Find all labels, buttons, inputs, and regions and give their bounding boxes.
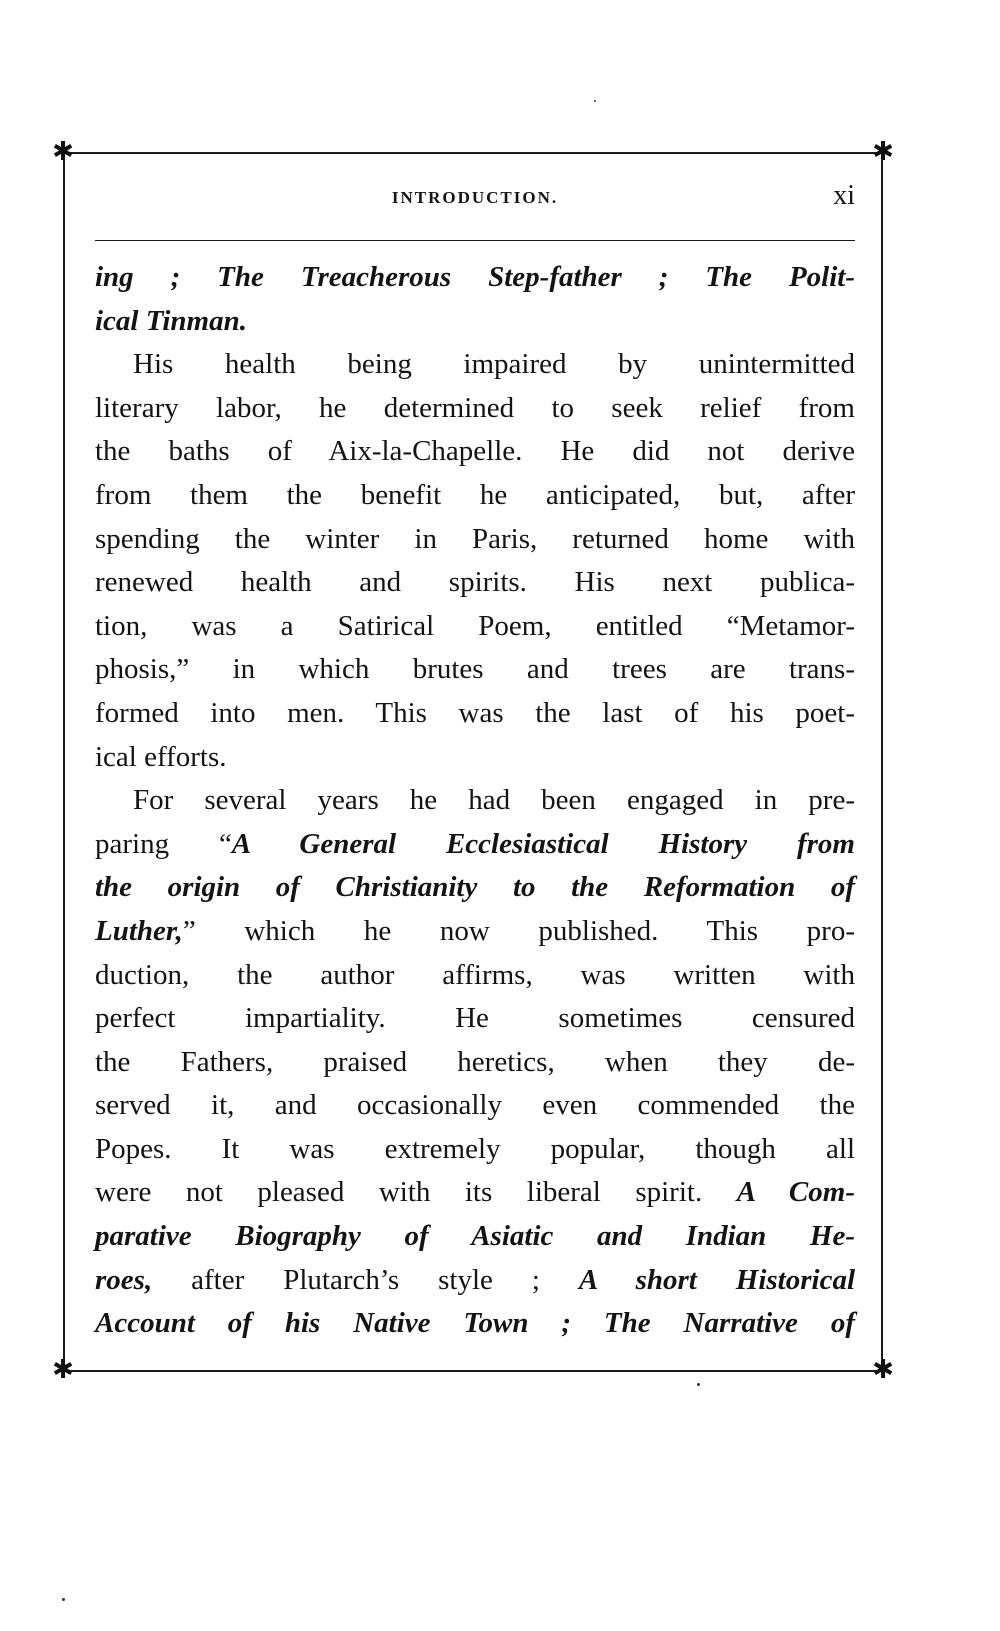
header-rule [95,240,855,241]
text-segment: were not pleased with its liberal spirit. [95,1176,737,1209]
text-segment: tion, was a Satirical Poem, entitled “Metamor- [95,609,855,642]
text-segment: His health being impaired by unintermitted [133,348,855,381]
corner-ornament-top-left: ✱ [52,137,74,167]
text-line [95,1171,855,1215]
text-segment: For several years he had been engaged in pre- [133,784,855,817]
text-segment: the Fathers, praised heretics, when they de- [95,1045,855,1078]
text-line [95,1041,855,1085]
text-segment: served it, and occasionally even commended the [95,1089,855,1122]
top-border-rule [58,152,888,154]
text-line [95,561,855,605]
text-line [95,1128,855,1172]
text-line [95,823,855,867]
text-line [95,430,855,474]
paper-speck [697,1383,700,1386]
italic-title-segment: roes, [95,1263,153,1296]
text-line [95,387,855,431]
italic-title-segment: ing ; The Treacherous Step-father ; The Polit- [95,261,855,293]
text-line [95,736,855,780]
corner-ornament-bottom-left: ✱ [52,1355,74,1385]
text-segment: paring “ [95,827,232,860]
text-segment: after Plutarch’s style ; [152,1263,579,1296]
text-line [95,954,855,998]
italic-title-segment: Account of his Native Town ; The Narrative of [95,1307,855,1340]
paper-speck [62,1598,65,1601]
text-line [95,256,855,300]
text-line [95,605,855,649]
text-segment: ical efforts. [95,740,227,773]
text-line [95,1259,855,1303]
text-segment: spending the winter in Paris, returned home with [95,522,855,555]
text-segment: duction, the author affirms, was written with [95,958,855,991]
italic-title-segment: A short Historical [578,1263,855,1296]
text-segment: renewed health and spirits. His next publica- [95,566,855,599]
text-segment: the baths of Aix-la-Chapelle. He did not derive [95,435,855,468]
text-line [95,518,855,562]
text-segment: literary labor, he determined to seek relief from [95,391,855,424]
text-line [95,1215,855,1259]
italic-title-segment: Luther, [95,914,183,947]
text-line [95,300,855,344]
text-segment: ” which he now published. This pro- [182,914,855,947]
text-line [95,866,855,910]
text-segment: perfect impartiality. He sometimes censured [95,1002,855,1035]
text-line [95,648,855,692]
bottom-border-rule [58,1370,888,1372]
page-number: xi [833,180,855,211]
text-segment: phosis,” in which brutes and trees are trans- [95,653,855,686]
body-text [95,256,855,1346]
text-line [95,997,855,1041]
italic-title-segment: parative Biography of Asiatic and Indian He- [95,1220,855,1253]
text-line [95,343,855,387]
text-line [95,910,855,954]
text-line [95,474,855,518]
paper-speck [594,100,596,102]
italic-title-segment: ical Tinman. [95,304,247,337]
text-line [95,1302,855,1346]
italic-title-segment: A Com- [736,1176,855,1209]
corner-ornament-top-right: ✱ [872,137,894,167]
italic-title-segment: A General Ecclesiastical History from [231,827,855,860]
page-header [95,180,855,220]
text-line [95,779,855,823]
running-head: INTRODUCTION. [391,188,559,207]
corner-ornament-bottom-right: ✱ [872,1355,894,1385]
text-segment: from them the benefit he anticipated, but, after [95,478,855,511]
italic-title-segment: the origin of Christianity to the Reformation of [95,871,855,904]
text-line [95,1084,855,1128]
text-line [95,692,855,736]
text-segment: Popes. It was extremely popular, though all [95,1132,855,1165]
text-segment: formed into men. This was the last of his poet- [95,696,855,729]
